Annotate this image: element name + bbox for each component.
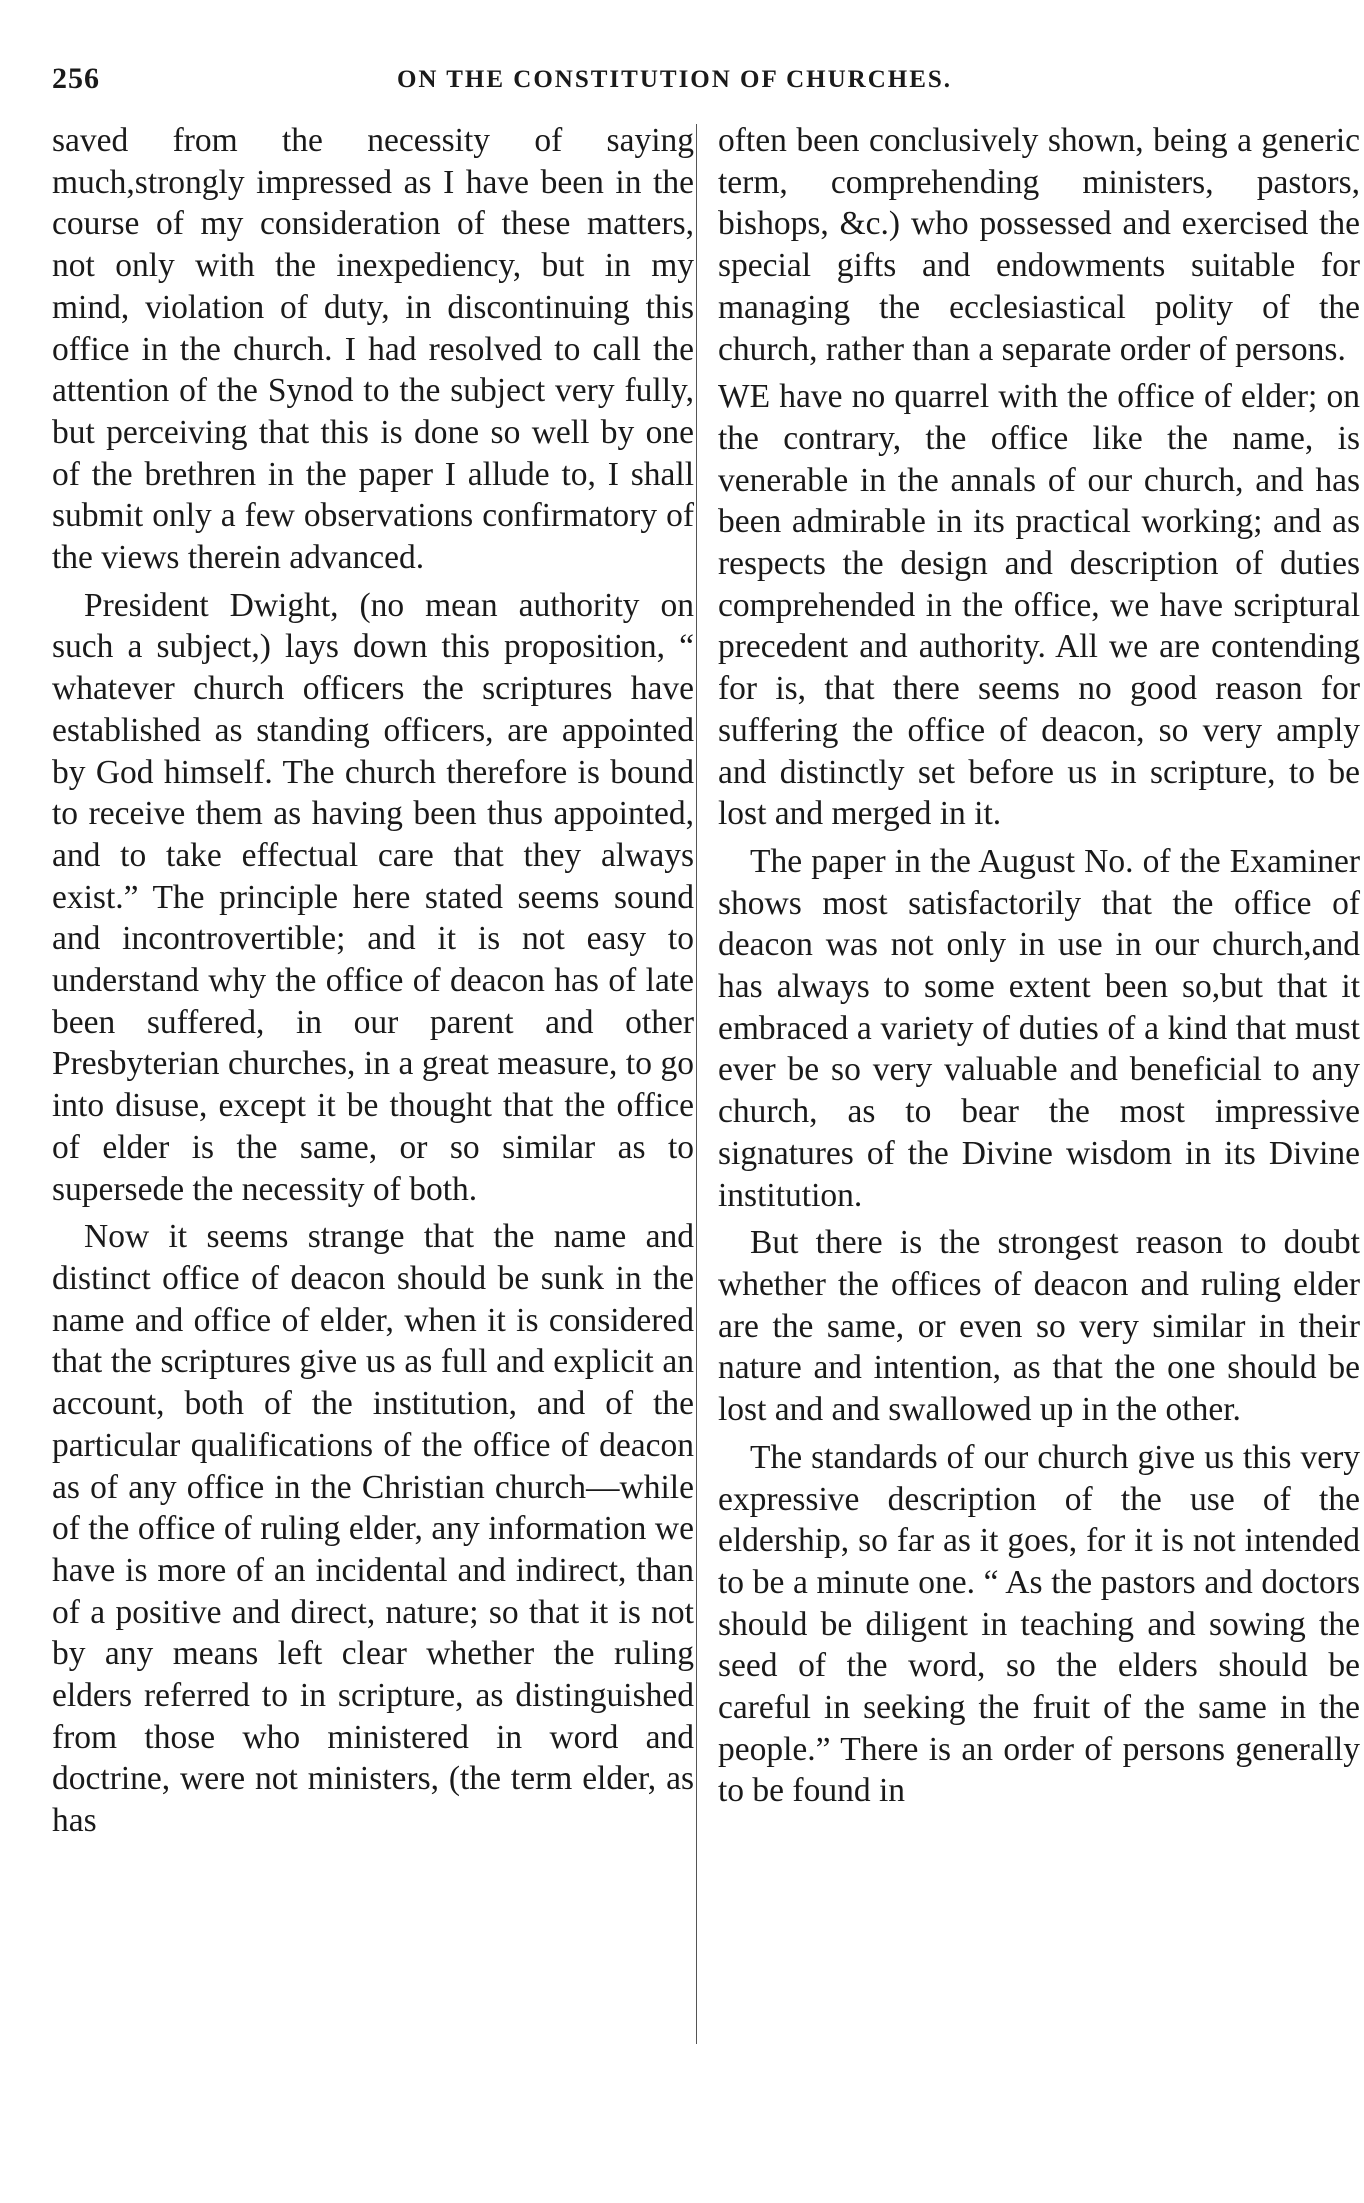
paragraph: WE have no quarrel with the office of elder; on the contrary, the office like the name, is venerable in the annals of our church, and has been admirable in its practical working; and as respects the design and description of duties comprehended in the office, we have scriptural precedent and authority. All we are contending for is, that there seems no good reason for suffering the office of deacon, so very amply and distinctly set before us in scripture, to be lost and merged in it. [718,378,1360,833]
left-column [52,120,694,1848]
page-header [52,62,1297,112]
running-title: ON THE CONSTITUTION OF CHURCHES. [396,66,953,93]
column-divider [696,124,697,2044]
paragraph: often been conclusively shown, being a generic term, comprehending ministers, pastors, bishops, &c.) who possessed and exercised the special gifts and endowments suitable for managing the ecclesiastical polity of the church, rather than a separate order of persons. [718,122,1360,368]
paragraph: saved from the necessity of saying much,strongly impressed as I have been in the course of my consideration of these matters, not only with the inexpediency, but in my mind, violation of duty, in discontinuing this office in the church. I had resolved to call the attention of the Synod to the subject very fully, but perceiving that this is done so well by one of the brethren in the paper I allude to, I shall submit only a few observations confirmatory of the views therein advanced. [52,122,694,577]
paragraph: Now it seems strange that the name and distinct office of deacon should be sunk in the name and office of elder, when it is considered that the scriptures give us as full and explicit an account, both of the institution, and of the particular qualifications of the office of deacon as of any office in the Christian church—while of the office of ruling elder, any information we have is more of an incidental and indirect, than of a positive and direct, nature; so that it is not by any means left clear whether the ruling elders referred to in scripture, as distinguished from those who ministered in word and doctrine, were not ministers, (the term elder, as has [52,1218,694,1840]
paragraph: The standards of our church give us this very expressive description of the use of the eldership, so far as it goes, for it is not intended to be a minute one. “ As the pastors and doctors should be diligent in teaching and sowing the seed of the word, so the elders should be careful in seeking the fruit of the same in the people.” There is an order of persons generally to be found in [718,1438,1360,1810]
right-column [718,120,1360,1818]
paragraph: The paper in the August No. of the Examiner shows most satisfactorily that the office of deacon was not only in use in our church,and has always to some extent been so,but that it embraced a variety of duties of a kind that must ever be so very valuable and beneficial to any church, as to bear the most impressive signatures of the Divine wisdom in its Divine institution. [718,842,1360,1214]
page-number: 256 [52,62,100,95]
paragraph: But there is the strongest reason to doubt whether the offices of deacon and ruling elder are the same, or even so very similar in their nature and intention, as that the one should be lost and and swallowed up in the other. [718,1224,1360,1429]
paragraph: President Dwight, (no mean authority on such a subject,) lays down this proposition, “ whatever church officers the scriptures have established as standing officers, are appointed by God himself. The church therefore is bound to receive them as having been thus appointed, and to take effectual care that they always exist.” The principle here stated seems sound and incontrovertible; and it is not easy to understand why the office of deacon has of late been suffered, in our parent and other Presbyterian churches, in a great measure, to go into disuse, except it be thought that the office of elder is the same, or so similar as to supersede the necessity of both. [52,586,694,1208]
